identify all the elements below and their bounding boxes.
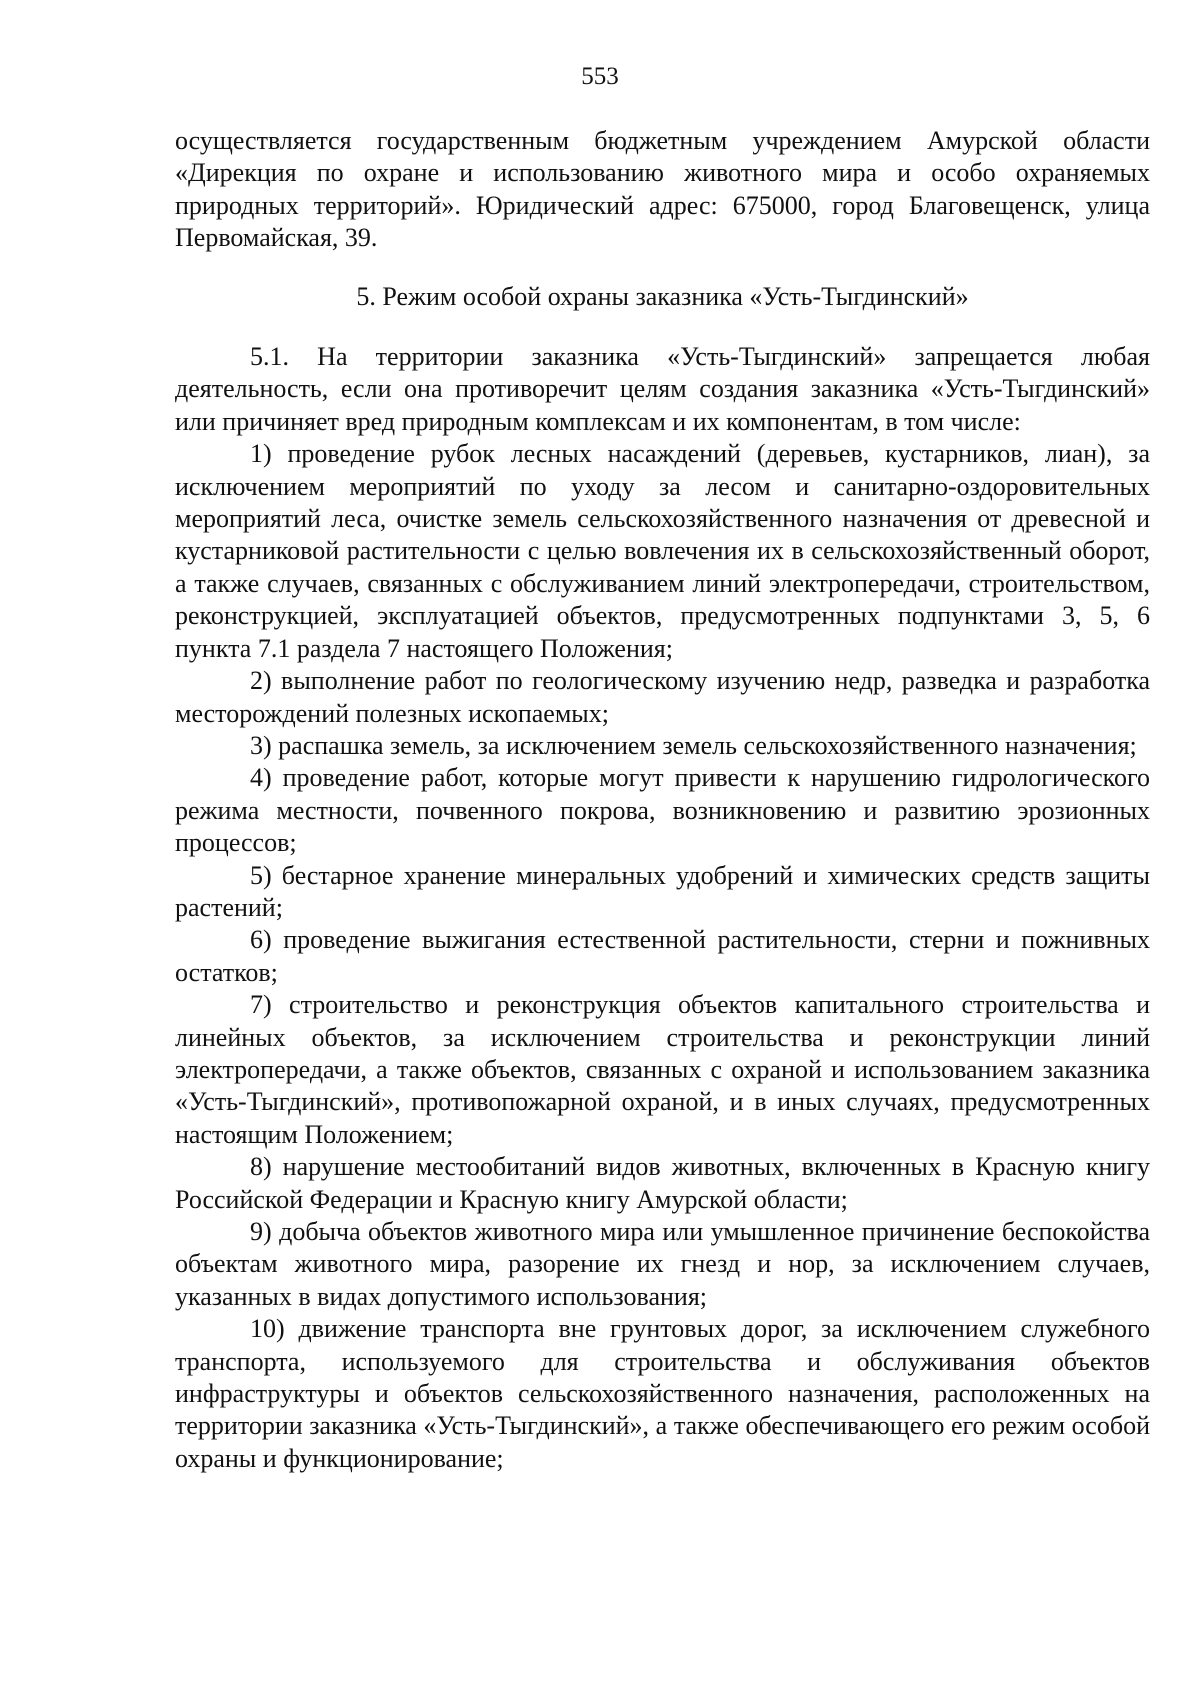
page-number: 553 <box>581 63 619 90</box>
list-item-2: 2) выполнение работ по геологическому изучению недр, разведка и разработка месторождений полезных ископаемых; <box>175 666 1150 728</box>
list-item-7: 7) строительство и реконструкция объектов капитального строительства и линейных объектов, за исключением строительства и реконструкции линий электропередачи, а также объектов, связанных с охраной и использованием заказника «Усть-Тыгдинский», противопожарной охраной, и в иных случаях, предусмотренных настоящим Положением; <box>175 990 1150 1149</box>
list-item-3: 3) распашка земель, за исключением земель сельскохозяйственного назначения; <box>250 730 1137 760</box>
section-heading: 5. Режим особой охраны заказника «Усть-Тыгдинский» <box>356 281 969 311</box>
intro-paragraph: осуществляется государственным бюджетным учреждением Амурской области «Дирекция по охране и использованию животного мира и особо охраняемых природных территорий». Юридический адрес: 675000, город Благовещенск, улица Первомайская, 39. <box>175 126 1150 253</box>
list-item-6: 6) проведение выжигания естественной растительности, стерни и пожнивных остатков; <box>175 925 1150 987</box>
list-item-8: 8) нарушение местообитаний видов животных, включенных в Красную книгу Российской Федерации и Красную книгу Амурской области; <box>175 1152 1150 1214</box>
list-item-4: 4) проведение работ, которые могут привести к нарушению гидрологического режима местности, почвенного покрова, возникновению и развитию эрозионных процессов; <box>175 763 1150 858</box>
clause-5-1: 5.1. На территории заказника «Усть-Тыгдинский» запрещается любая деятельность, если она противоречит целям создания заказника «Усть-Тыгдинский» или причиняет вред природным комплексам и их компонентам, в том числе: <box>175 342 1150 436</box>
document-body <box>175 125 1150 1475</box>
list-item-5: 5) бестарное хранение минеральных удобрений и химических средств защиты растений; <box>175 860 1150 922</box>
list-item-10: 10) движение транспорта вне грунтовых дорог, за исключением служебного транспорта, используемого для строительства и обслуживания объектов инфраструктуры и объектов сельскохозяйственного назначения, расположенных на территории заказника «Усть-Тыгдинский», а также обеспечивающего его режим особой охраны и функционирование; <box>175 1314 1150 1473</box>
list-item-1: 1) проведение рубок лесных насаждений (деревьев, кустарников, лиан), за исключением мероприятий по уходу за лесом и санитарно-оздоровительных мероприятий леса, очистке земель сельскохозяйственного назначения от древесной и кустарниковой растительности с целью вовлечения их в сельскохозяйственный оборот, а также случаев, связанных с обслуживанием линий электропередачи, строительством, реконструкцией, эксплуатацией объектов, предусмотренных подпунктами 3, 5, 6 пункта 7.1 раздела 7 настоящего Положения; <box>175 439 1150 663</box>
list-item-9: 9) добыча объектов животного мира или умышленное причинение беспокойства объектам животного мира, разорение их гнезд и нор, за исключением случаев, указанных в видах допустимого использования; <box>175 1217 1150 1311</box>
